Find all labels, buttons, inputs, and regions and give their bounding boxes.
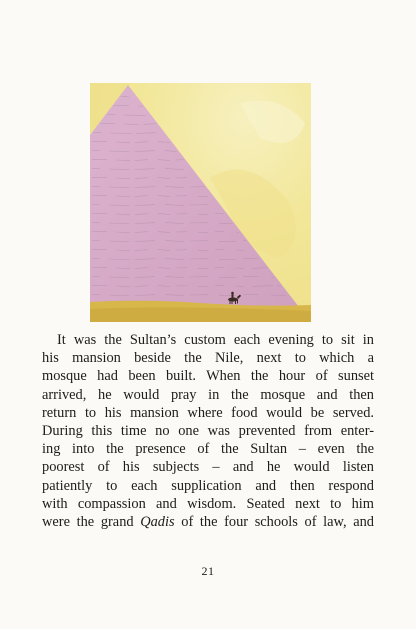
- text-line: [42, 513, 374, 531]
- pyramid-painting: [90, 83, 311, 322]
- text-fragment: of the four schools of law, and: [174, 514, 374, 531]
- text-line: poorest of his subjects – and he would listen: [42, 459, 374, 476]
- italic-term-qadis: Qadis: [140, 514, 175, 531]
- text-line: his mansion beside the Nile, next to which a: [42, 350, 374, 367]
- text-line: During this time no one was prevented from enter-: [42, 423, 374, 440]
- text-line: patiently to each supplication and then respond: [42, 477, 374, 494]
- text-line: with compassion and wisdom. Seated next to him: [42, 495, 374, 512]
- text-line: ing into the presence of the Sultan – even the: [42, 441, 374, 458]
- text-line: mosque had been built. When the hour of sunset: [42, 368, 374, 385]
- text-fragment: were the grand: [42, 514, 141, 531]
- story-paragraph: [42, 331, 374, 531]
- text-line: return to his mansion where food would be served.: [42, 404, 374, 421]
- page-number: 21: [201, 564, 215, 578]
- text-line: It was the Sultan’s custom each evening to sit in: [57, 332, 374, 348]
- pyramid-illustration: [90, 83, 311, 322]
- text-line: arrived, he would pray in the mosque and then: [42, 386, 374, 403]
